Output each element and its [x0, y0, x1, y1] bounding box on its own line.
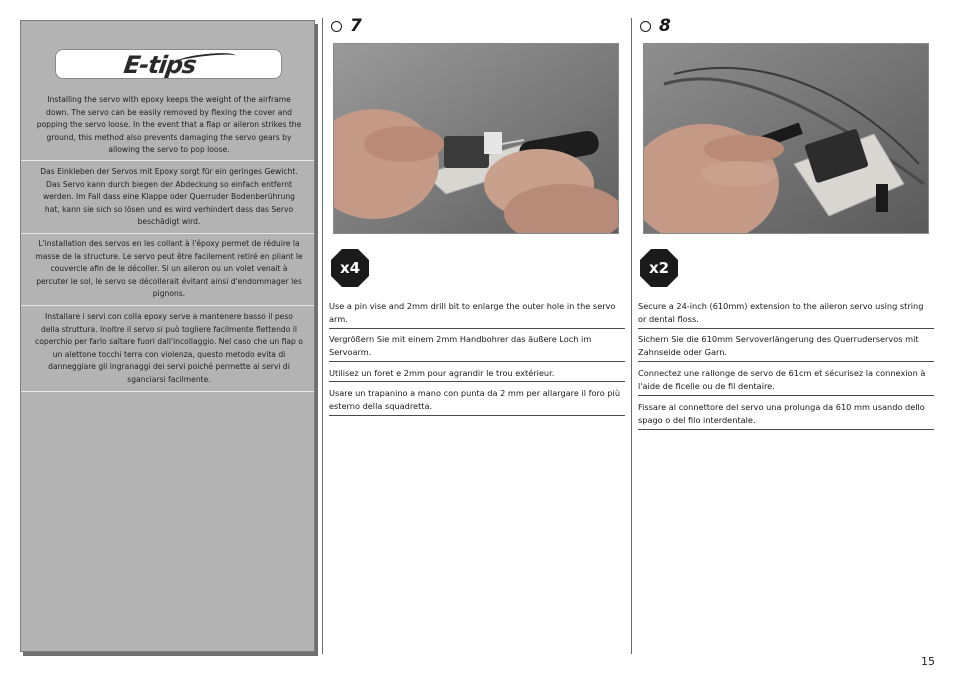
step-8-text-en: Secure a 24-inch (610mm) extension to the aileron servo using string or dental floss. — [638, 301, 924, 324]
text-divider — [329, 361, 625, 362]
column-divider — [631, 18, 632, 654]
step-7-heading — [331, 16, 362, 36]
text-divider — [638, 429, 934, 430]
text-divider — [329, 328, 625, 329]
quantity-badge — [331, 249, 369, 287]
quantity-label: x4 — [339, 259, 361, 277]
text-divider — [329, 415, 625, 416]
page-number: 15 — [921, 655, 935, 668]
tip-text-de: Das Einkleben der Servos mit Epoxy sorgt für ein geringes Gewicht. Das Servo kann durch biegen der Abdeckung so einfach entfernt werden. Im Fall dass eine Klappe oder Querruder Bodenberührung hat, kann sie sich so lösen und es wird verhindert dass das Servo beschädigt wird. — [40, 167, 298, 227]
tip-text-it: Installare i servi con colla epoxy serve a mantenere basso il peso della struttura. Inoltre il servo si può togliere facilmente flettendo il coperchio per farlo saltare fuori dall'incollaggio. Nel caso che un flap o un alettone tocchi terra con violenza, questo metodo evita di danneggiare gli ingranaggi dei servi poiché permette ai servi di sganciarsi facilmente. — [35, 312, 303, 384]
etips-panel — [20, 20, 315, 652]
checkbox-circle-icon — [640, 21, 651, 32]
step-8-heading — [640, 16, 671, 36]
column-divider — [322, 18, 323, 654]
step-8-photo — [643, 43, 929, 234]
etips-logo — [55, 49, 282, 79]
quantity-badge — [640, 249, 678, 287]
text-divider — [638, 328, 934, 329]
step-8-text-it: Fissare al connettore del servo una prolunga da 610 mm usando dello spago o del filo interdentale. — [638, 402, 925, 425]
text-divider — [638, 395, 934, 396]
tip-divider — [21, 233, 314, 234]
text-divider — [329, 381, 625, 382]
etips-logo-text: E-tips — [122, 51, 198, 79]
text-divider — [638, 361, 934, 362]
tip-divider — [21, 160, 314, 161]
tip-divider — [21, 391, 314, 392]
step-7-photo — [333, 43, 619, 234]
checkbox-circle-icon — [331, 21, 342, 32]
step-8-text-fr: Connectez une rallonge de servo de 61cm et sécurisez la connexion à l'aide de ficelle ou de fil dentaire. — [638, 368, 926, 391]
step-number: 7 — [350, 16, 362, 36]
tip-divider — [21, 305, 314, 306]
step-7-text-en: Use a pin vise and 2mm drill bit to enlarge the outer hole in the servo arm. — [329, 301, 616, 324]
step-7-text-it: Usare un trapanino a mano con punta da 2 mm per allargare il foro più esterno della squadretta. — [329, 388, 621, 411]
tip-text-fr: L'installation des servos en les collant à l'époxy permet de réduire la masse de la structure. Le servo peut être facilement retiré en pliant le couvercle afin de le décoller. Si un aileron ou un volet venait à percuter le sol, le servo se décollerait évitant ainsi d'endommager les pignons. — [35, 239, 303, 299]
step-7-text-fr: Utilisez un foret e 2mm pour agrandir le trou extérieur. — [329, 368, 555, 378]
step-7-text-de: Vergrößern Sie mit einem 2mm Handbohrer das äußere Loch im Servoarm. — [329, 334, 592, 357]
quantity-label: x2 — [648, 259, 670, 277]
step-number: 8 — [659, 16, 671, 36]
tip-text-en: Installing the servo with epoxy keeps the weight of the airframe down. The servo can be easily removed by flexing the cover and popping the servo loose. In the event that a flap or aileron strikes the ground, this method also prevents damaging the servo gears by allowing the servo to pop loose. — [36, 95, 302, 155]
step-8-text-de: Sichern Sie die 610mm Servoverlängerung des Querruderservos mit Zahnseide oder Garn. — [638, 334, 919, 357]
